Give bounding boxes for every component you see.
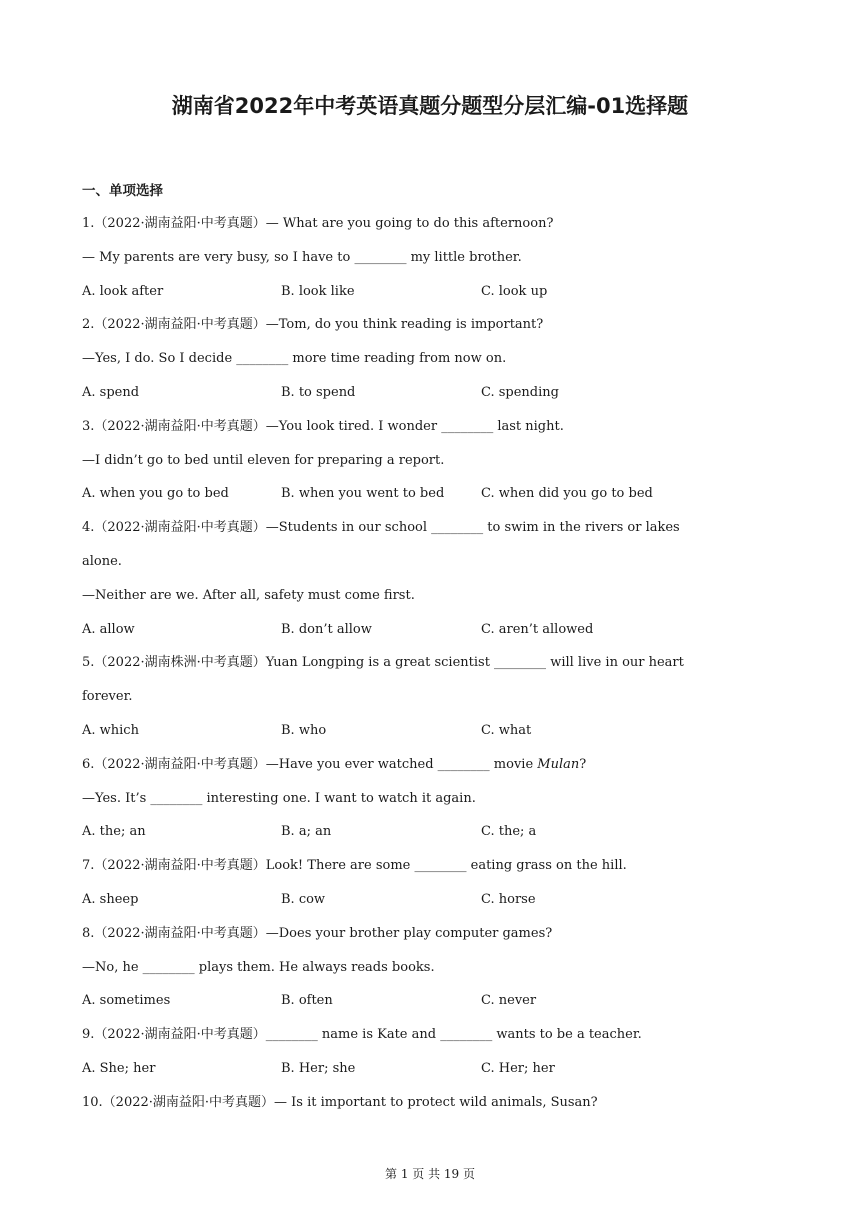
- question-1-stem: 1.（2022·湖南益阳·中考真题）— What are you going to do this afternoon?: [82, 216, 554, 231]
- question-3-stem: 3.（2022·湖南益阳·中考真题）—You look tired. I wonder ________ last night.: [82, 418, 564, 434]
- question-1-option-b[interactable]: B. look like: [281, 283, 355, 299]
- question-4-option-a[interactable]: A. allow: [82, 621, 135, 637]
- question-3-dialog: —I didn’t go to bed until eleven for preparing a report.: [82, 452, 445, 468]
- question-6-stem-text: 6.（2022·湖南益阳·中考真题）—Have you ever watched ________ movie: [82, 756, 538, 772]
- question-3-options: [82, 477, 782, 511]
- question-8-option-c[interactable]: C. never: [481, 993, 537, 1009]
- question-list: [82, 207, 782, 1120]
- question-3-option-a[interactable]: A. when you go to bed: [82, 486, 229, 502]
- question-8-stem: 8.（2022·湖南益阳·中考真题）—Does your brother play computer games?: [82, 925, 553, 941]
- section-heading: 一、单项选择: [82, 183, 163, 199]
- question-1-dialog: — My parents are very busy, so I have to ________ my little brother.: [82, 249, 522, 265]
- question-8-dialog: —No, he ________ plays them. He always reads books.: [82, 959, 435, 975]
- question-6-option-c[interactable]: C. the; a: [481, 824, 537, 840]
- question-8-options: [82, 984, 782, 1018]
- question-1-options: [82, 275, 782, 309]
- question-9-option-b[interactable]: B. Her; she: [281, 1060, 356, 1076]
- question-9-stem: 9.（2022·湖南益阳·中考真题）________ name is Kate and ________ wants to be a teacher.: [82, 1027, 642, 1043]
- question-2-dialog: —Yes, I do. So I decide ________ more time reading from now on.: [82, 351, 507, 367]
- question-6-movie-title: Mulan: [537, 756, 580, 772]
- question-5-options: [82, 714, 782, 748]
- question-1-option-c[interactable]: C. look up: [481, 283, 548, 299]
- question-9-options: [82, 1052, 782, 1086]
- question-2-option-a[interactable]: A. spend: [82, 384, 140, 400]
- question-5-stem: 5.（2022·湖南株洲·中考真题）Yuan Longping is a great scientist ________ will live in our heart: [82, 655, 684, 671]
- question-9-option-a[interactable]: A. She; her: [82, 1060, 156, 1076]
- question-5-option-c[interactable]: C. what: [481, 722, 532, 738]
- question-7-option-b[interactable]: B. cow: [281, 891, 326, 907]
- question-6-stem: [82, 748, 782, 782]
- question-5-stem-continued: forever.: [82, 689, 133, 705]
- question-4-options: [82, 613, 782, 647]
- question-4-stem-continued: alone.: [82, 553, 122, 569]
- question-8-option-b[interactable]: B. often: [281, 993, 333, 1009]
- page-footer: 第 1 页 共 19 页: [385, 1167, 475, 1181]
- question-8-option-a[interactable]: A. sometimes: [82, 993, 171, 1009]
- question-6-stem-end: ?: [579, 756, 587, 772]
- question-6-dialog: —Yes. It’s ________ interesting one. I want to watch it again.: [82, 790, 476, 806]
- question-6-option-b[interactable]: B. a; an: [281, 824, 332, 840]
- question-7-stem: 7.（2022·湖南益阳·中考真题）Look! There are some ________ eating grass on the hill.: [82, 858, 627, 874]
- question-9-option-c[interactable]: C. Her; her: [481, 1060, 555, 1076]
- question-2-options: [82, 376, 782, 410]
- question-1-option-a[interactable]: A. look after: [82, 283, 164, 299]
- question-5-option-b[interactable]: B. who: [281, 722, 327, 738]
- question-5-option-a[interactable]: A. which: [82, 722, 139, 738]
- question-4-option-c[interactable]: C. aren’t allowed: [481, 621, 594, 637]
- question-3-option-b[interactable]: B. when you went to bed: [281, 486, 445, 502]
- question-3-option-c[interactable]: C. when did you go to bed: [481, 486, 653, 502]
- question-4-option-b[interactable]: B. don’t allow: [281, 621, 372, 637]
- page-title: 湖南省2022年中考英语真题分题型分层汇编-01选择题: [171, 94, 689, 118]
- question-7-options: [82, 883, 782, 917]
- question-2-option-c[interactable]: C. spending: [481, 384, 559, 400]
- question-4-stem: 4.（2022·湖南益阳·中考真题）—Students in our school ________ to swim in the rivers or lakes: [82, 520, 680, 536]
- question-2-stem: 2.（2022·湖南益阳·中考真题）—Tom, do you think reading is important?: [82, 317, 544, 333]
- question-4-dialog: —Neither are we. After all, safety must come first.: [82, 587, 415, 603]
- question-7-option-a[interactable]: A. sheep: [82, 891, 139, 907]
- question-6-option-a[interactable]: A. the; an: [82, 824, 146, 840]
- question-2-option-b[interactable]: B. to spend: [281, 384, 356, 400]
- question-6-options: [82, 815, 782, 849]
- question-7-option-c[interactable]: C. horse: [481, 891, 536, 907]
- question-10-stem: 10.（2022·湖南益阳·中考真题）— Is it important to protect wild animals, Susan?: [82, 1094, 598, 1110]
